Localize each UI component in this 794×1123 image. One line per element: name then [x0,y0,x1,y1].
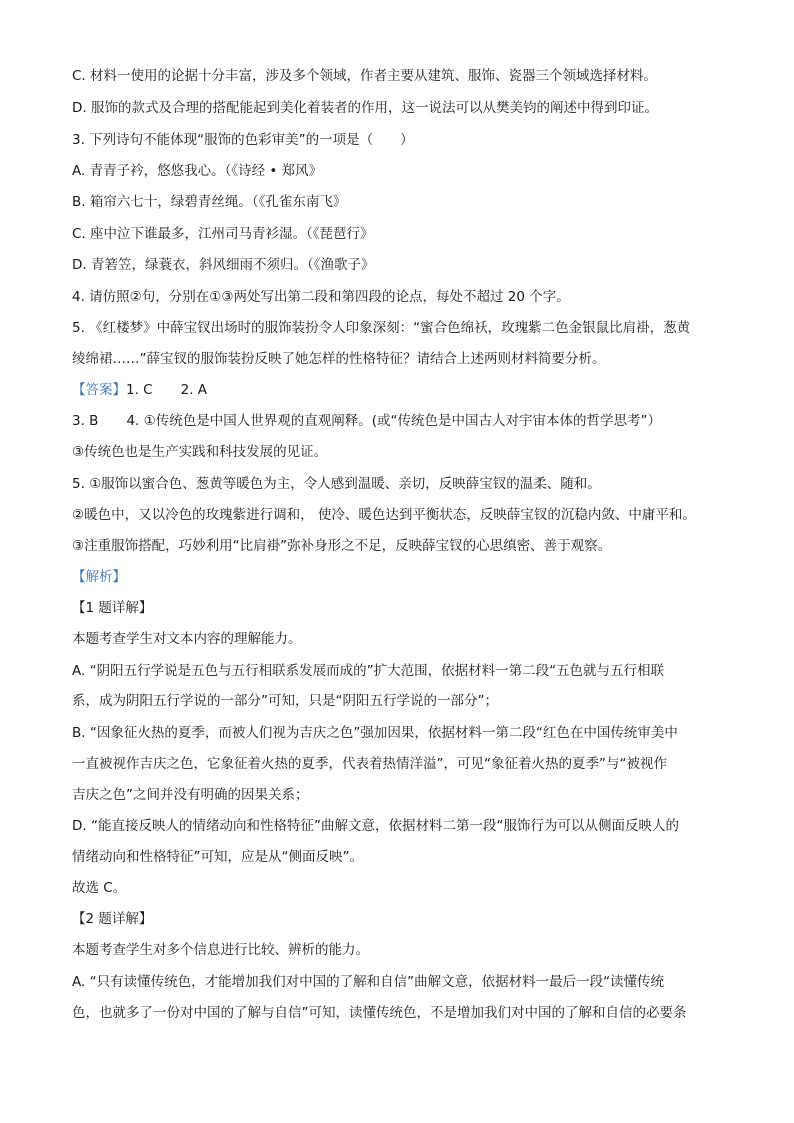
option-d: D. 服饰的款式及合理的搭配能起到美化着装者的作用，这一说法可以从樊美钧的阐述中得到印证。 [72,100,658,116]
analysis-line: 【1 题详解】 [72,600,153,616]
answer-q4: 4. ①传统色是中国人世界观的直观阐释。(或“传统色是中国古人对宇宙本体的哲学思考”） [126,413,661,429]
question-5-line-2: 绫绵裙……”薛宝钗的服饰装扮反映了她怎样的性格特征？请结合上述两则材料简要分析。 [72,351,606,367]
analysis-line: 【2 题详解】 [72,911,153,927]
question-3: 3. 下列诗句不能体现“服饰的色彩审美”的一项是（ ） [72,132,414,148]
analysis-line: A. “只有读懂传统色，才能增加我们对中国的了解和自信”曲解文意，依据材料一最后一段“读懂传统 [72,974,665,990]
option-c: C. 材料一使用的论据十分丰富，涉及多个领域，作者主要从建筑、服饰、瓷器三个领域选择材料。 [72,68,658,84]
analysis-label: 【解析】 [72,569,126,585]
analysis-line: B. “因象征火热的夏季，而被人们视为吉庆之色”强加因果，依据材料一第二段“红色在中国传统审美中 [72,725,678,741]
q3-option-a: A. 青青子衿，悠悠我心。（《诗经 • 郑风》 [72,163,323,179]
q3-option-c: C. 座中泣下谁最多，江州司马青衫湿。（《琵琶行》 [72,226,374,242]
analysis-line: 吉庆之色”之间并没有明确的因果关系； [72,787,309,803]
answer-line: ③注重服饰搭配，巧妙利用“比肩褂”弥补身形之不足，反映薛宝钗的心思缜密、善于观察。 [72,538,612,554]
answer-q2: 2. A [180,382,208,398]
question-4: 4. 请仿照②句，分别在①③两处写出第二段和第四段的论点，每处不超过 20 个字。 [72,289,570,305]
analysis-line: 本题考查学生对文本内容的理解能力。 [72,631,302,647]
analysis-line: 故选 C。 [72,880,127,896]
answer-q1: 1. C [126,382,153,398]
analysis-line: 系，成为阴阳五行学说的一部分”可知，只是“阴阳五行学说的一部分”； [72,693,498,709]
analysis-line: A. “阴阳五行学说是五色与五行相联系发展而成的”扩大范围，依据材料一第二段“五色就与五行相联 [72,663,665,679]
analysis-line: 一直被视作吉庆之色，它象征着火热的夏季，代表着热情洋溢”，可见“象征着火热的夏季”与“被视作 [72,756,667,772]
analysis-line: 情绪动向和性格特征”可知，应是从“侧面反映”。 [72,849,363,865]
answer-q3: 3. B [72,413,99,429]
q3-option-b: B. 箱帘六七十，绿碧青丝绳。（《孔雀东南飞》 [72,194,347,210]
analysis-line: 本题考查学生对多个信息进行比较、辨析的能力。 [72,942,369,958]
q3-option-d: D. 青箬笠，绿蓑衣，斜风细雨不须归。（《渔歌子》 [72,257,375,273]
answer-line: 5. ①服饰以蜜合色、葱黄等暖色为主，令人感到温暖、亲切，反映薛宝钗的温柔、随和。 [72,476,601,492]
answer-label: 【答案】 [72,382,126,398]
answer-line: ②暖色中，又以冷色的玫瑰紫进行调和， 使冷、暖色达到平衡状态，反映薛宝钗的沉稳内敛、中庸平和。 [72,507,696,523]
question-5-line-1: 5. 《红楼梦》中薛宝钗出场时的服饰装扮令人印象深刻：“蜜合色绵袄，玫瑰紫二色金银鼠比肩褂，葱黄 [72,320,691,336]
analysis-line: D. “能直接反映人的情绪动向和性格特征”曲解文意，依据材料二第一段“服饰行为可以从侧面反映人的 [72,818,679,834]
analysis-line: 色，也就多了一份对中国的了解与自信”可知，读懂传统色，不是增加我们对中国的了解和自信的必要条 [72,1005,687,1021]
answer-row-1 [72,381,207,399]
answer-line: ③传统色也是生产实践和科技发展的见证。 [72,444,328,460]
answer-row-2 [72,412,661,430]
